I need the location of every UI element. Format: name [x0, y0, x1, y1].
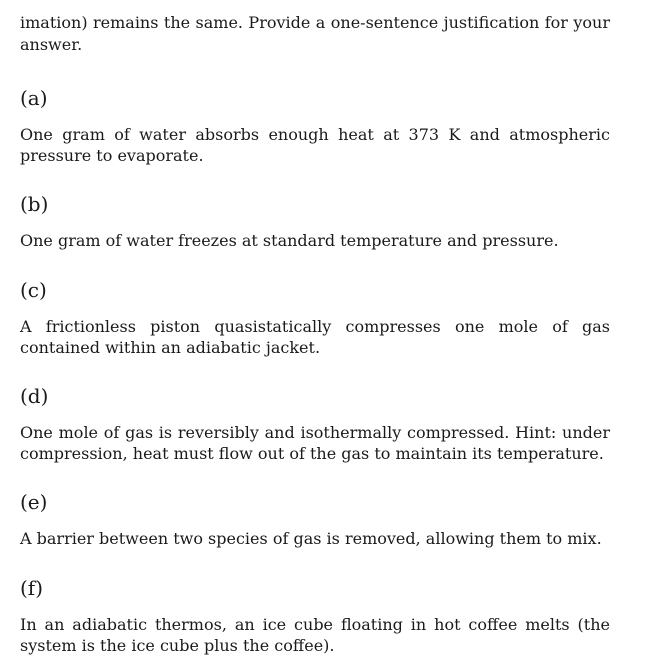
- part-d-text: One mole of gas is reversibly and isothermally compressed. Hint: under compression, heat must flow out of the gas to maintain its temperature.: [20, 423, 610, 463]
- part-e-text: A barrier between two species of gas is removed, allowing them to mix.: [20, 529, 602, 548]
- part-c: [20, 278, 610, 358]
- part-a-label: (a): [20, 86, 48, 110]
- part-b-label: (b): [20, 192, 49, 216]
- part-e: [20, 490, 610, 549]
- part-f-text: In an adiabatic thermos, an ice cube floating in hot coffee melts (the system is the ice cube plus the coffee).: [20, 615, 610, 655]
- part-a: [20, 86, 610, 166]
- part-b: [20, 192, 610, 251]
- part-f-label: (f): [20, 576, 44, 600]
- part-d-label: (d): [20, 384, 49, 408]
- part-a-text: One gram of water absorbs enough heat at 373 K and atmospheric pressure to evaporate.: [20, 125, 610, 165]
- part-f: [20, 576, 610, 656]
- part-b-text: One gram of water freezes at standard temperature and pressure.: [20, 231, 559, 250]
- document-page: [20, 0, 610, 660]
- part-d: [20, 384, 610, 464]
- intro-text: imation) remains the same. Provide a one-sentence justification for your answer.: [20, 13, 610, 54]
- part-c-label: (c): [20, 278, 47, 302]
- part-e-label: (e): [20, 490, 48, 514]
- part-c-text: A frictionless piston quasistatically compresses one mole of gas contained within an adiabatic jacket.: [20, 317, 610, 357]
